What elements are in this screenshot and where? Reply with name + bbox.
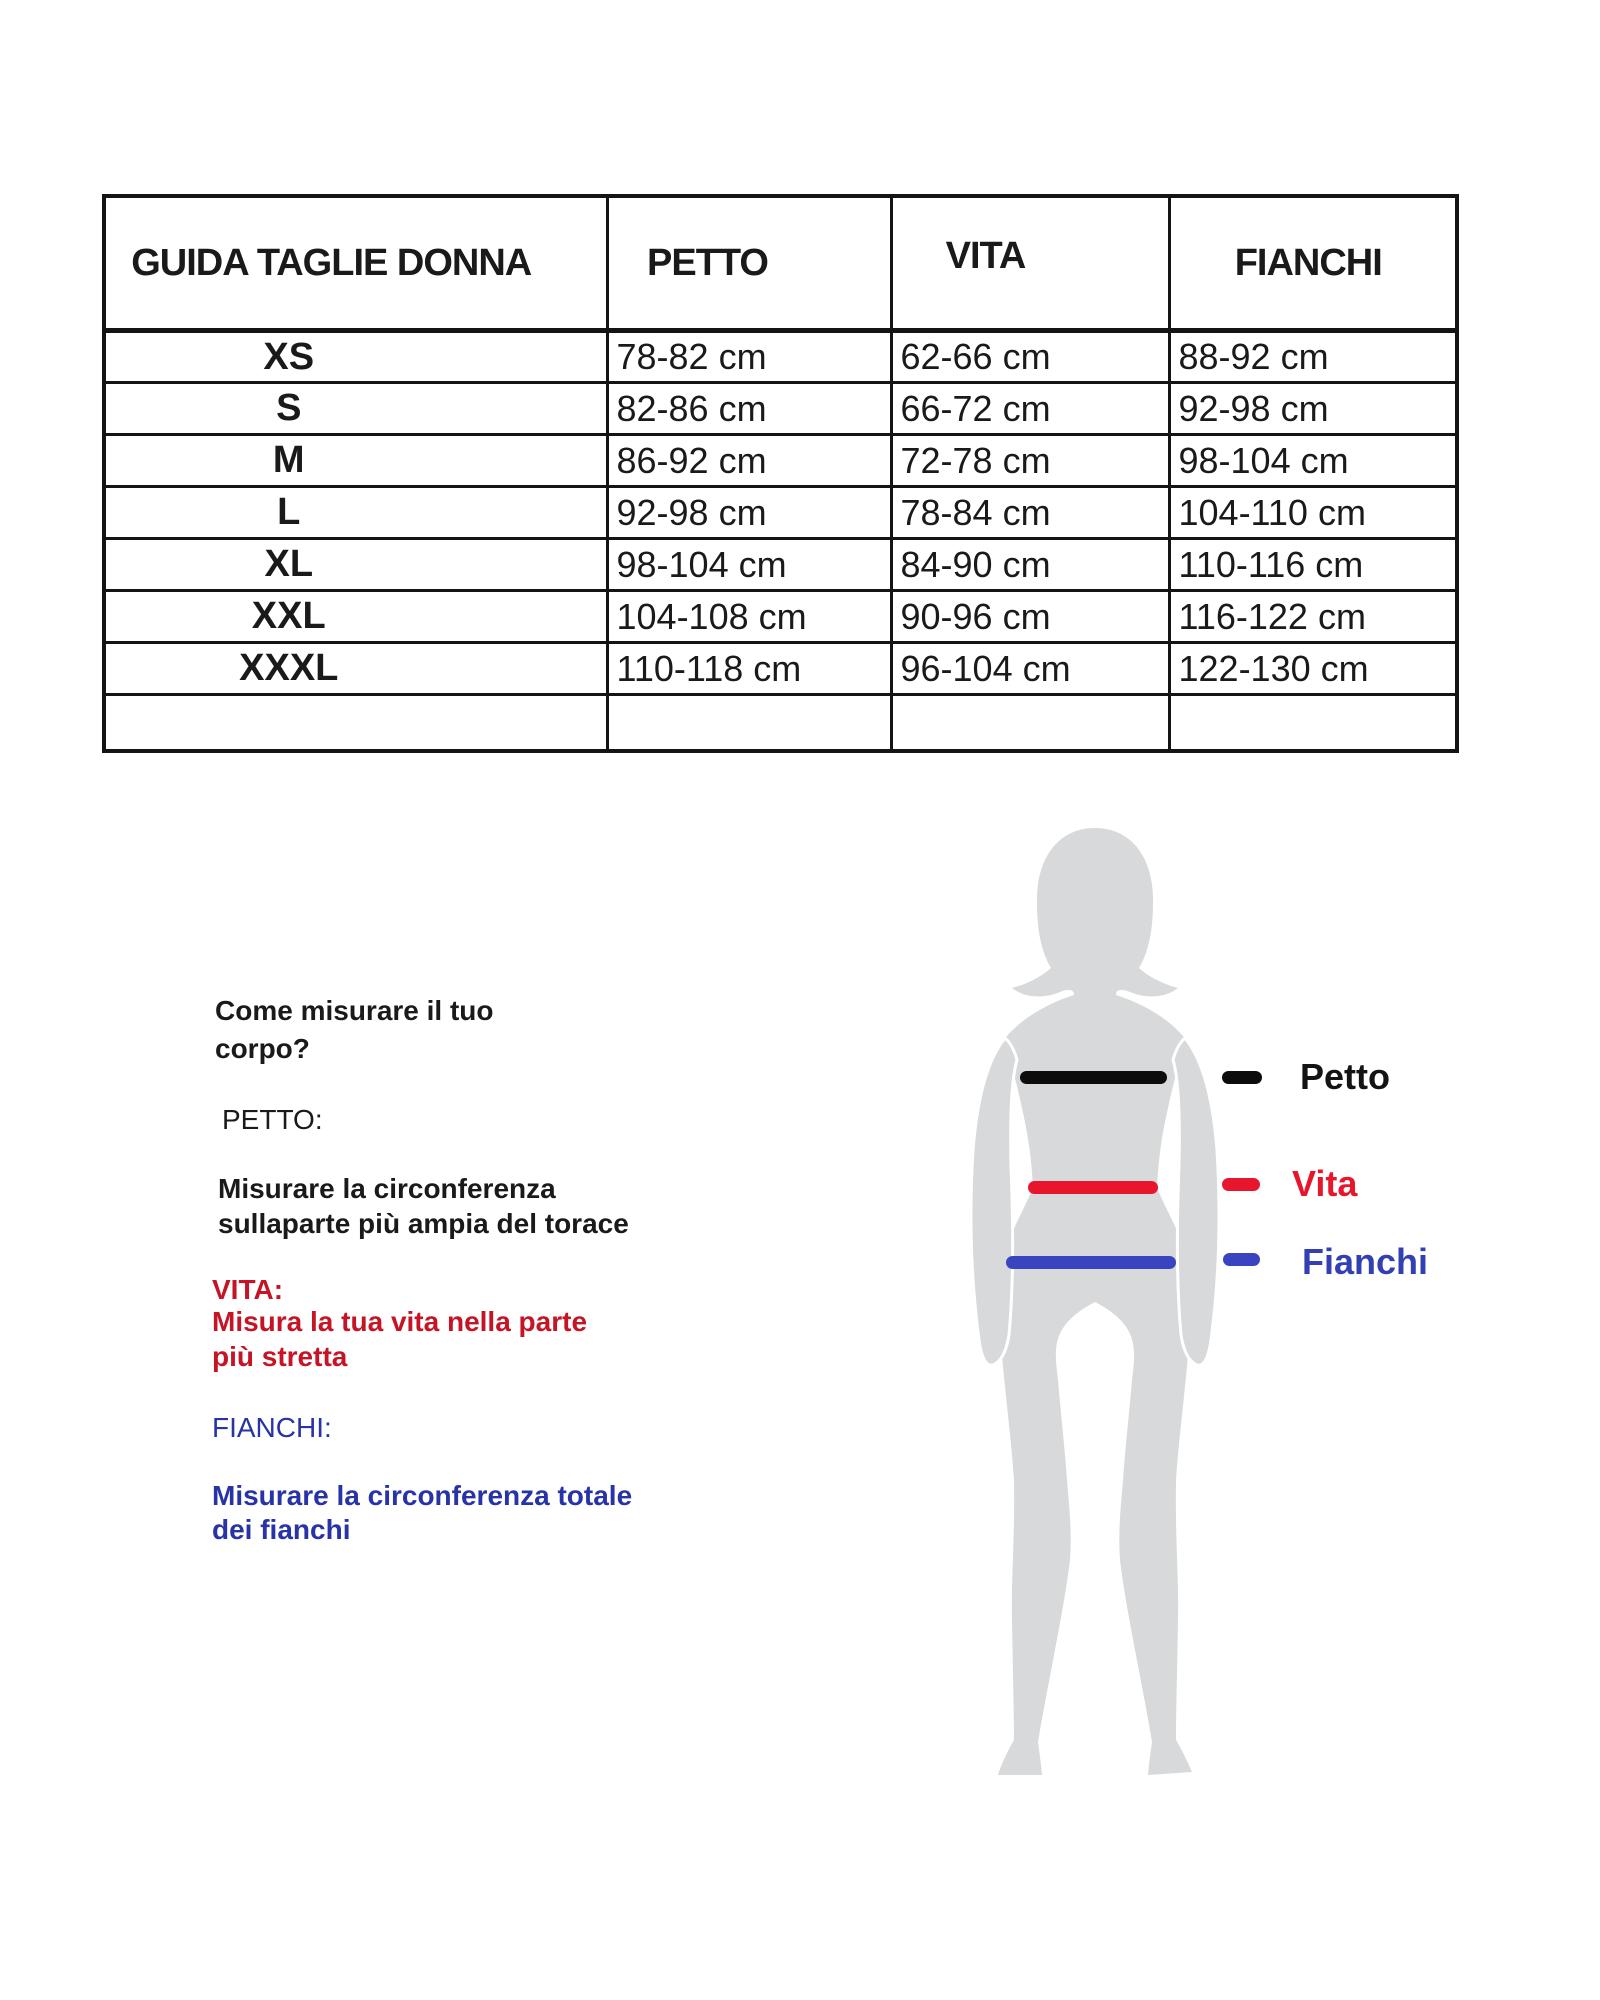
- head-and-hair: [1012, 828, 1178, 1002]
- hips-legend-label: Fianchi: [1302, 1241, 1429, 1282]
- fianchi-value: 92-98 cm: [1169, 383, 1457, 435]
- chest-measure-band: [1020, 1071, 1167, 1084]
- vita-value: 84-90 cm: [891, 539, 1169, 591]
- petto-value: 104-108 cm: [607, 591, 891, 643]
- hips-legend-dash-icon: [1223, 1253, 1260, 1266]
- intro-line-2: corpo?: [215, 1033, 310, 1064]
- table-row: [104, 643, 1457, 695]
- female-body-silhouette: [845, 820, 1305, 1800]
- vita-value: 90-96 cm: [891, 591, 1169, 643]
- fianchi-value: 88-92 cm: [1169, 331, 1457, 383]
- petto-heading: PETTO:: [222, 1104, 323, 1135]
- table-row: [104, 383, 1457, 435]
- table-row-empty: [104, 695, 1457, 751]
- waist-legend-dash-icon: [1222, 1178, 1260, 1191]
- column-header-fianchi: FIANCHI: [1169, 196, 1457, 331]
- right-arm: [1173, 1038, 1219, 1365]
- vita-value: 72-78 cm: [891, 435, 1169, 487]
- petto-line-1: Misurare la circonferenza: [218, 1173, 556, 1204]
- column-header-vita-label: VITA: [945, 234, 1026, 277]
- vita-heading: VITA:: [212, 1274, 284, 1305]
- vita-value: 96-104 cm: [891, 643, 1169, 695]
- size-label: M: [104, 435, 607, 487]
- body-torso-legs: [998, 978, 1192, 1775]
- table-row: [104, 487, 1457, 539]
- petto-value: 92-98 cm: [607, 487, 891, 539]
- petto-value: 110-118 cm: [607, 643, 891, 695]
- size-label: [104, 695, 607, 751]
- size-label: XS: [104, 331, 607, 383]
- table-row: [104, 591, 1457, 643]
- waist-legend-label: Vita: [1292, 1163, 1358, 1204]
- fianchi-value: 116-122 cm: [1169, 591, 1457, 643]
- petto-value: [607, 695, 891, 751]
- fianchi-value: 110-116 cm: [1169, 539, 1457, 591]
- chest-legend-dash-icon: [1222, 1071, 1262, 1084]
- petto-value: 82-86 cm: [607, 383, 891, 435]
- vita-line-1: Misura la tua vita nella parte: [212, 1306, 588, 1337]
- petto-line-2: sullaparte più ampia del torace: [218, 1208, 629, 1239]
- fianchi-value: 104-110 cm: [1169, 487, 1457, 539]
- size-label: S: [104, 383, 607, 435]
- vita-value: 78-84 cm: [891, 487, 1169, 539]
- fianchi-line-1: Misurare la circonferenza totale: [212, 1480, 633, 1511]
- fianchi-heading: FIANCHI:: [212, 1412, 332, 1443]
- vita-value: 62-66 cm: [891, 331, 1169, 383]
- column-header-petto: PETTO: [607, 196, 891, 331]
- size-label: XXXL: [104, 643, 607, 695]
- fianchi-value: [1169, 695, 1457, 751]
- table-title: GUIDA TAGLIE DONNA: [104, 196, 607, 331]
- vita-value: [891, 695, 1169, 751]
- fianchi-value: 122-130 cm: [1169, 643, 1457, 695]
- left-arm: [971, 1038, 1017, 1365]
- table-row: [104, 331, 1457, 383]
- size-label: L: [104, 487, 607, 539]
- petto-value: 86-92 cm: [607, 435, 891, 487]
- fianchi-line-2: dei fianchi: [212, 1514, 351, 1545]
- table-header-row: [104, 196, 1457, 331]
- size-label: XXL: [104, 591, 607, 643]
- petto-value: 78-82 cm: [607, 331, 891, 383]
- hips-measure-band: [1006, 1256, 1176, 1269]
- petto-value: 98-104 cm: [607, 539, 891, 591]
- table-row: [104, 435, 1457, 487]
- vita-line-2: più stretta: [212, 1341, 348, 1372]
- size-label: XL: [104, 539, 607, 591]
- waist-measure-band: [1028, 1181, 1158, 1194]
- column-header-vita: [891, 196, 1169, 331]
- table-row: [104, 539, 1457, 591]
- fianchi-value: 98-104 cm: [1169, 435, 1457, 487]
- vita-value: 66-72 cm: [891, 383, 1169, 435]
- intro-line-1: Come misurare il tuo: [215, 995, 494, 1026]
- size-guide-table: [102, 194, 1459, 753]
- chest-legend-label: Petto: [1300, 1056, 1390, 1097]
